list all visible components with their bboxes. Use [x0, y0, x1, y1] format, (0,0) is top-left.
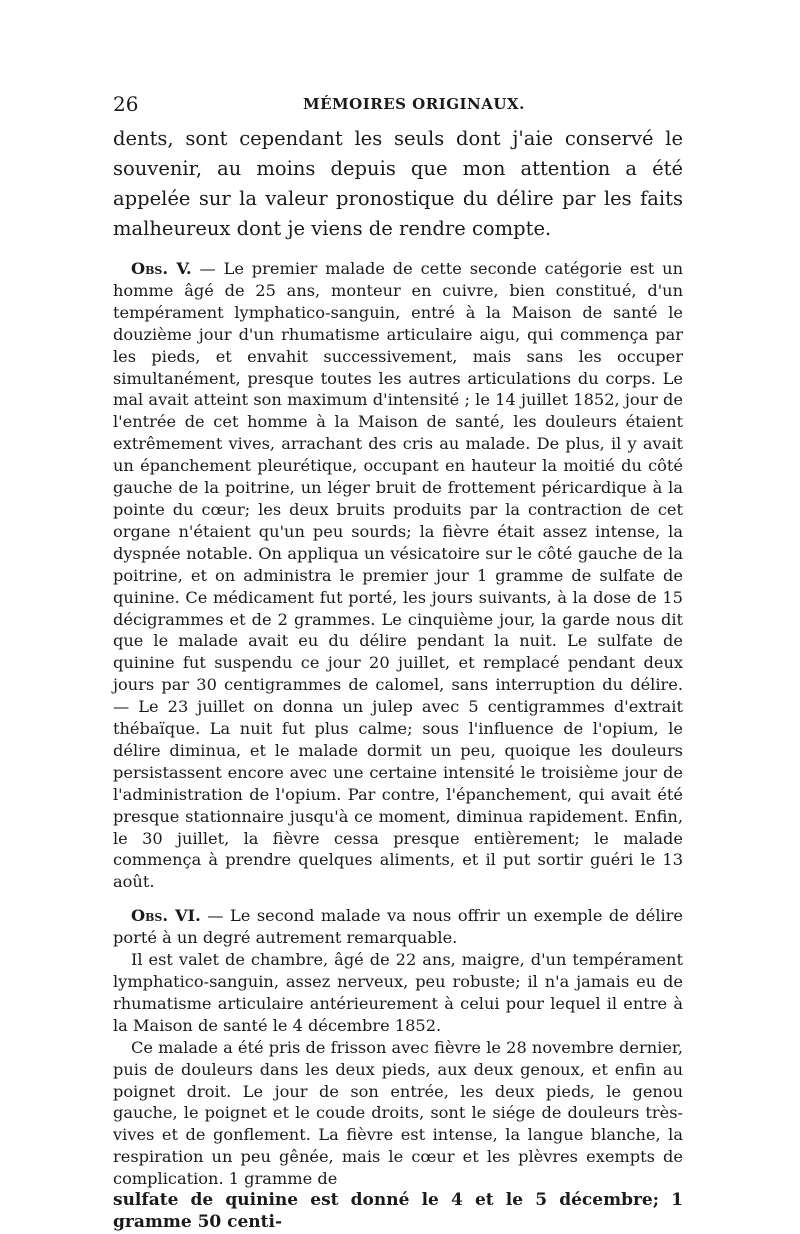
running-title: MÉMOIRES ORIGINAUX. [303, 95, 525, 113]
paragraph-final-line: sulfate de quinine est donné le 4 et le 5 décembre; 1 gramme 50 centi- [113, 1190, 683, 1232]
observation-6-text: — Le second malade va nous offrir un exemple de délire porté à un degré autrement remarquable. [113, 906, 683, 948]
paragraph-patient-description: Il est valet de chambre, âgé de 22 ans, maigre, d'un tempérament lymphatico-sanguin, assez nerveux, peu robuste; il n'a jamais eu de rhumatisme articulaire antérieurement à celui pour lequel il entre à la Maison de santé le 4 décembre 1852. [113, 950, 683, 1035]
observation-5-label: Obs. V. [131, 259, 192, 278]
observation-5-text: — Le premier malade de cette seconde catégorie est un homme âgé de 25 ans, monteur en cuivre, bien constitué, d'un tempérament lymphatico-sanguin, entré à la Maison de santé le douzième jour d'un rhumatisme articulaire aigu, qui commença par les pieds, et envahit successivement, mais sans les occuper simultanément, presque toutes les autres articulations du corps. Le mal avait atteint son maximum d'intensité ; le 14 juillet 1852, jour de l'entrée de cet homme à la Maison de santé, les douleurs étaient extrêmement vives, arrachant des cris au malade. De plus, il y avait un épanchement pleurétique, occupant en hauteur la moitié du côté gauche de la poitrine, un léger bruit de frottement péricardique à la pointe du cœur; les deux bruits produits par la contraction de cet organe n'étaient qu'un peu sourds; la fièvre était assez intense, la dyspnée notable. On appliqua un vésicatoire sur le côté gauche de la poitrine, et on administra le premier jour 1 gramme de sulfate de quinine. Ce médicament fut porté, les jours suivants, à la dose de 15 décigrammes et de 2 grammes. Le cinquième jour, la garde nous dit que le malade avait eu du délire pendant la nuit. Le sulfate de quinine fut suspendu ce jour 20 juillet, et remplacé pendant deux jours par 30 centigrammes de calomel, sans interruption du délire. — Le 23 juillet on donna un julep avec 5 centigrammes d'extrait thébaïque. La nuit fut plus calme; sous l'influence de l'opium, le délire diminua, et le malade dormit un peu, quoique les douleurs persistassent encore avec une certaine intensité le troisième jour de l'administration de l'opium. Par contre, l'épanchement, qui avait été presque stationnaire jusqu'à ce moment, diminua rapidement. Enfin, le 30 juillet, la fièvre cessa presque entièrement; le malade commença à prendre quelques aliments, et il put sortir guéri le 13 août. [113, 259, 683, 892]
paragraph-onset: Ce malade a été pris de frisson avec fièvre le 28 novembre dernier, puis de douleurs dans les deux pieds, aux deux genoux, et enfin au poignet droit. Le jour de son entrée, les deux pieds, le genou gauche, le poignet et le coude droits, sont le siége de douleurs très-vives et de gonflement. La fièvre est intense, la langue blanche, la respiration un peu gênée, mais le cœur et les plèvres exempts de complication. 1 gramme de [113, 1037, 683, 1189]
book-page [113, 92, 683, 1234]
continued-paragraph: dents, sont cependant les seuls dont j'aie conservé le souvenir, au moins depuis que mon attention a été appelée sur la valeur pronostique du délire par les faits malheureux dont je viens de rendre compte. [113, 127, 683, 240]
observation-6 [113, 905, 683, 949]
running-head [113, 92, 683, 122]
page-number: 26 [113, 92, 139, 116]
observation-5 [113, 258, 683, 893]
observation-6-label: Obs. VI. [131, 906, 201, 926]
